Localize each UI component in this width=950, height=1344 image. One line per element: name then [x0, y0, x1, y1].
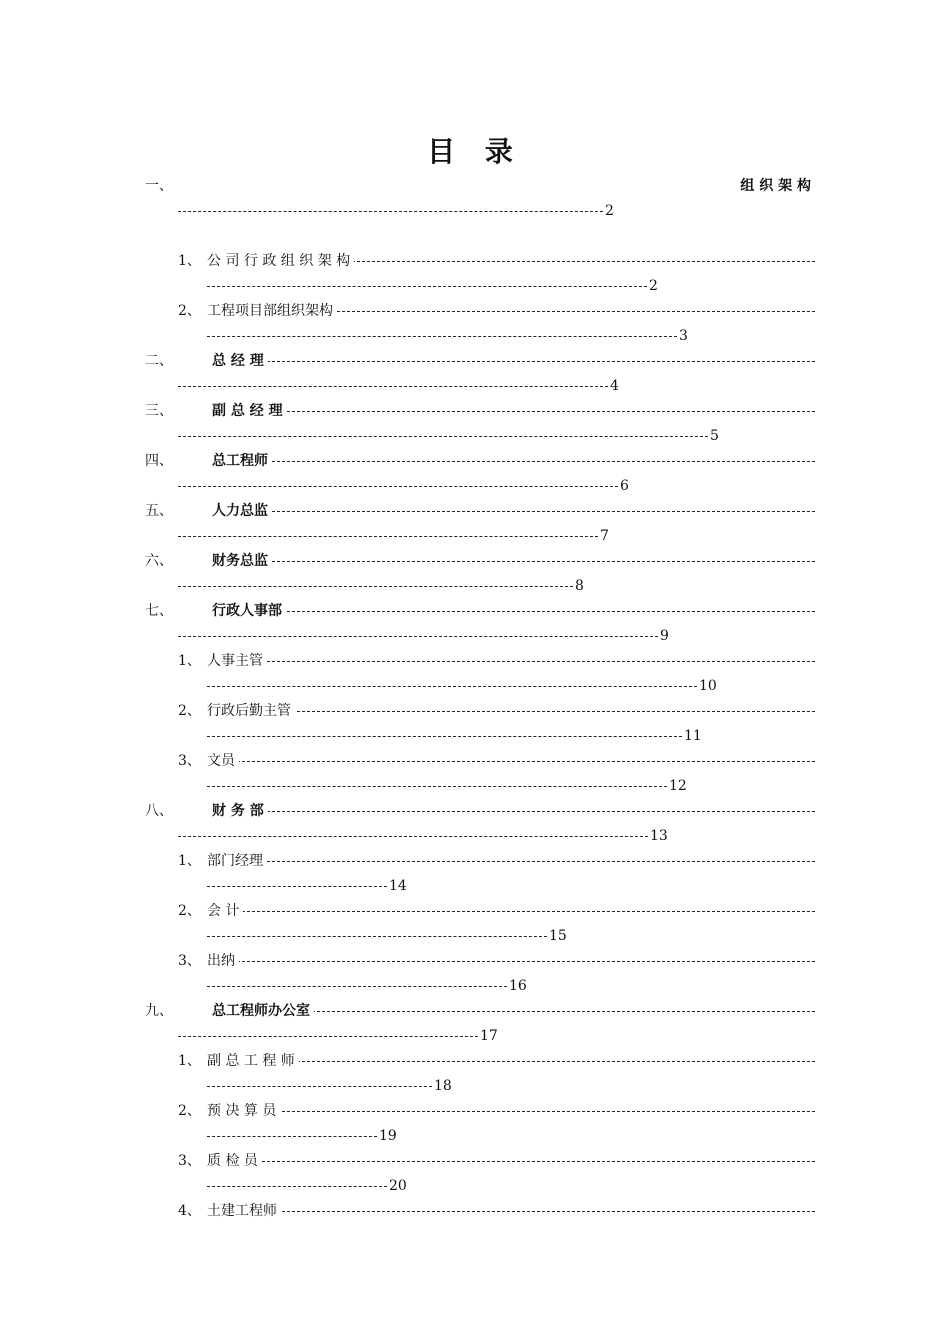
toc-entry-title: 组 织 架 构 — [740, 178, 815, 194]
toc-entry[interactable] — [145, 849, 815, 899]
toc-page-number: 13 — [648, 824, 668, 849]
toc-entry-number: 2、 — [178, 703, 201, 719]
toc-page-number: 15 — [547, 924, 567, 949]
toc-page-number: 9 — [658, 624, 669, 649]
toc-entry-number: 4、 — [178, 1203, 201, 1219]
dotted-leader — [207, 911, 815, 912]
dotted-leader — [207, 736, 682, 737]
dotted-leader — [212, 811, 815, 812]
toc-entry-title: 质 检 员 — [207, 1153, 262, 1169]
toc-page-number: 2 — [603, 199, 614, 224]
toc-entry[interactable] — [145, 649, 815, 699]
toc-entry-number: 一、 — [145, 178, 173, 194]
dotted-leader — [178, 536, 598, 537]
toc-entry[interactable] — [145, 549, 815, 599]
toc-entry-number: 七、 — [145, 603, 173, 619]
toc-page-number: 2 — [647, 274, 658, 299]
toc-entry-number: 1、 — [178, 253, 201, 269]
dotted-leader — [178, 211, 603, 212]
toc-entry-title: 公 司 行 政 组 织 架 构 — [207, 253, 354, 269]
dotted-leader — [178, 386, 608, 387]
dotted-leader — [212, 461, 815, 462]
toc-entry-title: 会 计 — [207, 903, 243, 919]
dotted-leader — [207, 711, 815, 712]
toc-entry-title: 人力总监 — [212, 503, 272, 519]
toc-entry-title: 财务总监 — [212, 553, 272, 569]
toc-page-number: 7 — [598, 524, 609, 549]
toc-entry-number: 1、 — [178, 853, 201, 869]
dotted-leader — [178, 836, 648, 837]
toc-page-number: 10 — [697, 674, 717, 699]
dotted-leader — [207, 761, 815, 762]
toc-entry[interactable] — [145, 949, 815, 999]
toc-entry[interactable] — [145, 749, 815, 799]
dotted-leader — [178, 636, 658, 637]
dotted-leader — [178, 586, 573, 587]
toc-entry-title: 预 决 算 员 — [207, 1103, 280, 1119]
toc-entry-number: 2、 — [178, 1103, 201, 1119]
toc-entry[interactable] — [145, 699, 815, 749]
toc-entry-number: 八、 — [145, 803, 173, 819]
toc-entry-number: 1、 — [178, 1053, 201, 1069]
dotted-leader — [207, 1161, 815, 1162]
toc-entry[interactable] — [145, 799, 815, 849]
toc-page-number: 16 — [507, 974, 527, 999]
toc-entry-number: 五、 — [145, 503, 173, 519]
dotted-leader — [207, 1186, 387, 1187]
toc-entry-number: 2、 — [178, 903, 201, 919]
dotted-leader — [178, 436, 708, 437]
dotted-leader — [207, 861, 815, 862]
dotted-leader — [212, 611, 815, 612]
toc-page-number: 5 — [708, 424, 719, 449]
toc-page-number: 6 — [618, 474, 629, 499]
dotted-leader — [178, 1036, 478, 1037]
dotted-leader — [212, 511, 815, 512]
dotted-leader — [207, 936, 547, 937]
dotted-leader — [207, 286, 647, 287]
dotted-leader — [207, 661, 815, 662]
dotted-leader — [207, 1136, 377, 1137]
toc-page-number: 4 — [608, 374, 619, 399]
toc-entry-number: 3、 — [178, 953, 201, 969]
toc-entry[interactable] — [145, 999, 815, 1049]
toc-entry[interactable] — [145, 1199, 815, 1224]
toc-page-number: 17 — [478, 1024, 498, 1049]
toc-entry-number: 1、 — [178, 653, 201, 669]
toc-entry-title: 文员 — [207, 753, 239, 769]
page-title: 目 录 — [427, 135, 523, 168]
toc-entry[interactable] — [145, 899, 815, 949]
toc-entry-title: 总 经 理 — [212, 353, 268, 369]
dotted-leader — [207, 686, 697, 687]
toc-entry-title: 部门经理 — [207, 853, 267, 869]
toc-entry[interactable] — [145, 599, 815, 649]
toc-entry-title: 土建工程师 — [207, 1203, 281, 1219]
toc-entry-number: 九、 — [145, 1003, 173, 1019]
toc-entry-title: 工程项目部组织架构 — [207, 303, 337, 319]
toc-entry-title: 财 务 部 — [212, 803, 268, 819]
toc-entry[interactable] — [145, 449, 815, 499]
toc-entry-title: 总工程师 — [212, 453, 272, 469]
dotted-leader — [207, 1111, 815, 1112]
toc-page-number: 19 — [377, 1124, 397, 1149]
toc-entry-title: 出纳 — [207, 953, 239, 969]
toc-page-number: 8 — [573, 574, 584, 599]
toc-entry[interactable] — [145, 1099, 815, 1149]
toc-page-number: 11 — [682, 724, 702, 749]
toc-entry-title: 副 总 经 理 — [212, 403, 287, 419]
toc-page-number: 14 — [387, 874, 407, 899]
toc-entry-number: 二、 — [145, 353, 173, 369]
dotted-leader — [212, 361, 815, 362]
dotted-leader — [207, 886, 387, 887]
toc-entry[interactable] — [145, 1149, 815, 1199]
toc-entry-number: 3、 — [178, 753, 201, 769]
dotted-leader — [207, 1086, 432, 1087]
toc-entry-title: 总工程师办公室 — [212, 1003, 314, 1019]
toc-page-number: 3 — [677, 324, 688, 349]
toc-entry-number: 3、 — [178, 1153, 201, 1169]
toc-entry-title: 副 总 工 程 师 — [207, 1053, 299, 1069]
toc-entry[interactable] — [145, 249, 815, 299]
dotted-leader — [207, 986, 507, 987]
toc-entry[interactable] — [145, 1049, 815, 1099]
toc-entry-number: 四、 — [145, 453, 173, 469]
toc-entry-number: 六、 — [145, 553, 173, 569]
toc-entry[interactable] — [145, 499, 815, 549]
toc-entry[interactable] — [145, 299, 815, 349]
toc-entry[interactable] — [145, 399, 815, 449]
dotted-leader — [212, 561, 815, 562]
toc-page-number: 12 — [667, 774, 687, 799]
dotted-leader — [207, 786, 667, 787]
dotted-leader — [178, 486, 618, 487]
toc-entry-number: 三、 — [145, 403, 173, 419]
toc-page-number: 18 — [432, 1074, 452, 1099]
toc-entry-title: 行政后勤主管 — [207, 703, 295, 719]
toc-page-number: 20 — [387, 1174, 407, 1199]
toc-entry-title: 人事主管 — [207, 653, 267, 669]
toc-entry[interactable] — [145, 349, 815, 399]
dotted-leader — [207, 1211, 815, 1212]
toc-entry[interactable] — [145, 174, 815, 224]
toc-entry-title: 行政人事部 — [212, 603, 286, 619]
dotted-leader — [207, 961, 815, 962]
toc-entry-number: 2、 — [178, 303, 201, 319]
dotted-leader — [207, 336, 677, 337]
dotted-leader — [212, 411, 815, 412]
